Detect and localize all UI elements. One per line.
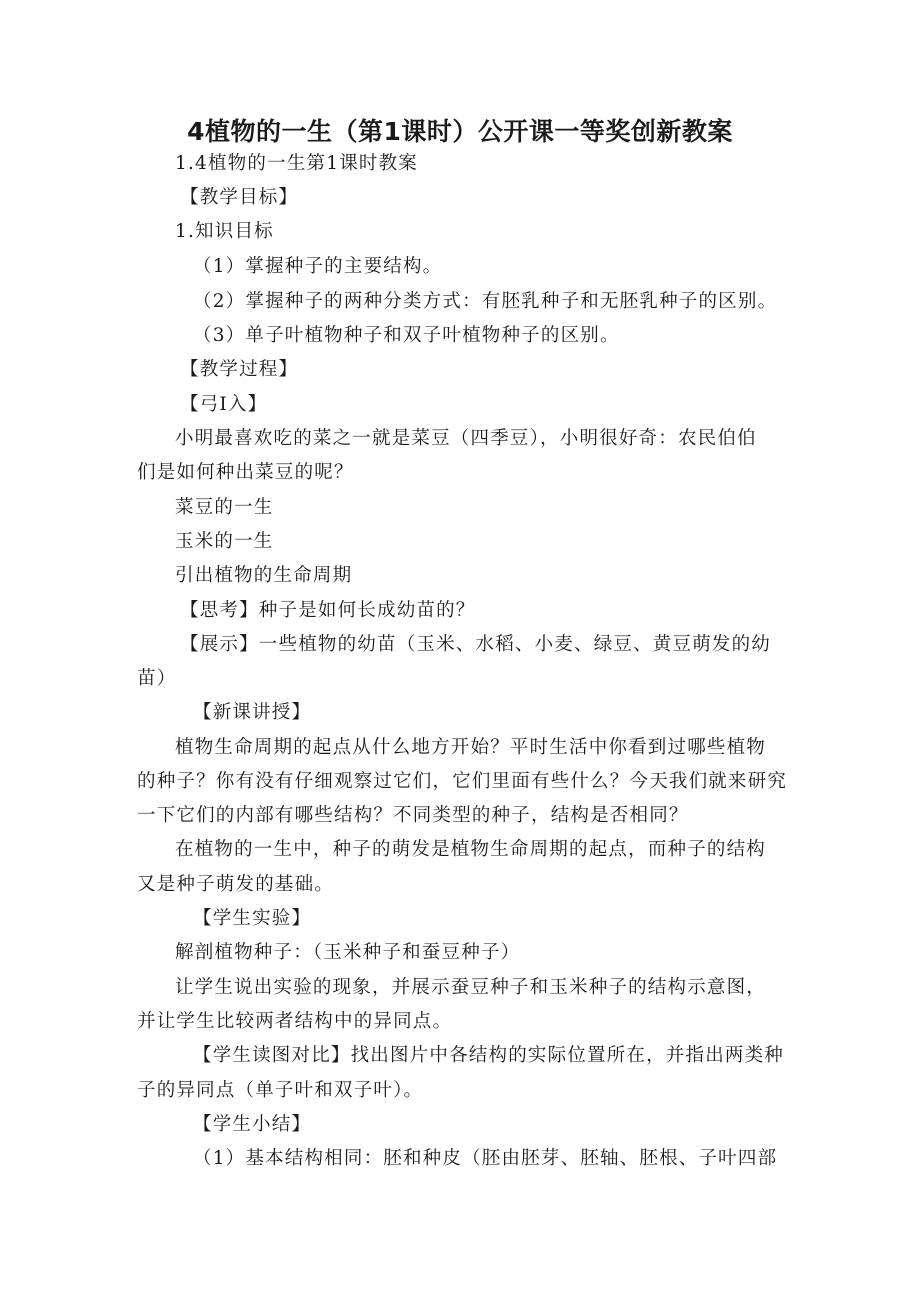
text-line: （2）掌握种子的两种分类方式：有胚乳种子和无胚乳种子的区别。 <box>193 291 778 312</box>
text-line: 【学生读图对比】找出图片中各结构的实际位置所在，并指出两类种 <box>193 1045 785 1066</box>
text-line: 子的异同点（单子叶和双子叶）。 <box>137 1080 424 1101</box>
text-line: 植物生命周期的起点从什么地方开始？平时生活中你看到过哪些植物 <box>175 737 767 758</box>
text-line: 玉米的一生 <box>175 531 274 552</box>
text-line: 的种子？你有没有仔细观察过它们，它们里面有些什么？今天我们就来研究 <box>137 771 788 792</box>
document-title: 4植物的一生（第1课时）公开课一等奖创新教案 <box>187 117 733 146</box>
text-line: 解剖植物种子：（玉米种子和蚕豆种子） <box>175 942 521 963</box>
section-heading: 【教学目标】 <box>180 187 299 208</box>
section-heading: 【学生小结】 <box>193 1114 312 1135</box>
text-line: 苗） <box>137 668 177 689</box>
text-line: 【思考】种子是如何长成幼苗的？ <box>180 600 476 621</box>
section-heading: 【弓I入】 <box>180 394 268 415</box>
text-line: （3）单子叶植物种子和双子叶植物种子的区别。 <box>193 325 620 346</box>
section-heading: 【新课讲授】 <box>193 702 312 723</box>
text-line: 小明最喜欢吃的菜之一就是菜豆（四季豆），小明很好奇：农民伯伯 <box>175 428 757 449</box>
text-line: 1.知识目标 <box>175 221 274 242</box>
text-line: 并让学生比较两者结构中的异同点。 <box>137 1011 453 1032</box>
text-line: 们是如何种出菜豆的呢？ <box>137 462 354 483</box>
text-line: 又是种子萌发的基础。 <box>137 874 335 895</box>
text-line: 1.4植物的一生第1课时教案 <box>175 153 418 174</box>
text-line: 菜豆的一生 <box>175 497 274 518</box>
text-line: （1）基本结构相同：胚和种皮（胚由胚芽、胚轴、胚根、子叶四部 <box>193 1148 778 1169</box>
text-line: 引出植物的生命周期 <box>175 565 353 586</box>
text-line: 让学生说出实验的现象，并展示蚕豆种子和玉米种子的结构示意图， <box>175 977 767 998</box>
section-heading: 【教学过程】 <box>180 359 299 380</box>
text-line: 一下它们的内部有哪些结构？不同类型的种子，结构是否相同？ <box>137 805 689 826</box>
text-line: 【展示】一些植物的幼苗（玉米、水稻、小麦、绿豆、黄豆萌发的幼 <box>180 634 772 655</box>
text-line: （1）掌握种子的主要结构。 <box>193 256 443 277</box>
section-heading: 【学生实验】 <box>193 908 312 929</box>
text-line: 在植物的一生中，种子的萌发是植物生命周期的起点，而种子的结构 <box>175 839 767 860</box>
